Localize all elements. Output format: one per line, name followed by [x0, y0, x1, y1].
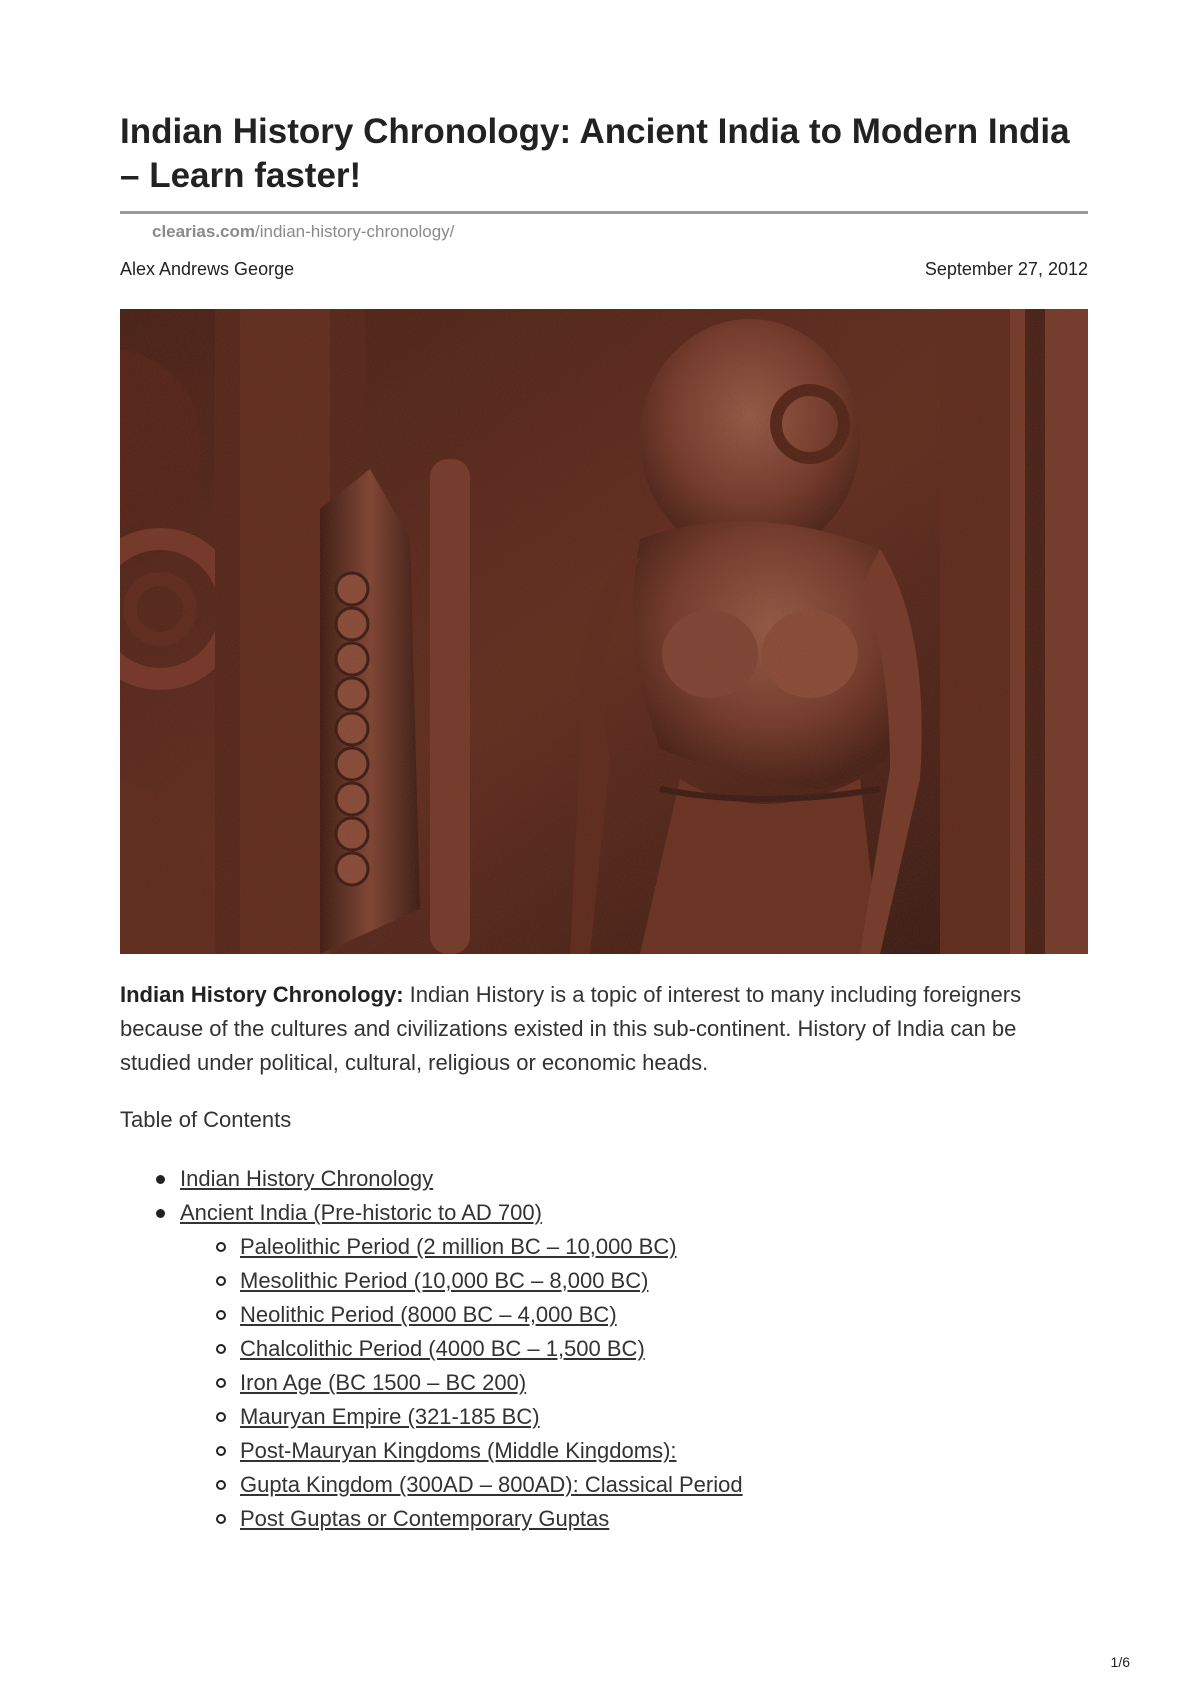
- toc-subitem: [240, 1366, 743, 1400]
- toc-item: [180, 1162, 743, 1196]
- page-number: 1/6: [1110, 1654, 1130, 1670]
- intro-lead: Indian History Chronology:: [120, 982, 404, 1007]
- table-of-contents: [120, 1162, 743, 1536]
- toc-link-neolithic[interactable]: Neolithic Period (8000 BC – 4,000 BC): [240, 1302, 617, 1327]
- toc-link-mauryan-empire[interactable]: Mauryan Empire (321-185 BC): [240, 1404, 540, 1429]
- toc-subitem: [240, 1264, 743, 1298]
- publish-date: September 27, 2012: [924, 259, 1088, 279]
- toc-link-post-mauryan[interactable]: Post-Mauryan Kingdoms (Middle Kingdoms):: [240, 1438, 677, 1463]
- article-title: Indian History Chronology: Ancient India to Modern India – Learn faster!: [120, 112, 1070, 195]
- toc-heading: Table of Contents: [120, 1107, 292, 1132]
- toc-link-ancient-india[interactable]: Ancient India (Pre-historic to AD 700): [180, 1200, 542, 1225]
- toc-subitem: [240, 1400, 743, 1434]
- toc-item: [180, 1196, 743, 1536]
- hero-image: [120, 309, 1088, 954]
- intro-paragraph: [120, 978, 1088, 1080]
- source-domain: clearias.com: [152, 222, 256, 241]
- toc-sublist: [180, 1230, 743, 1536]
- author-name: Alex Andrews George: [120, 259, 295, 279]
- title-divider: [120, 211, 1088, 214]
- stone-sculpture-photo: [120, 309, 1088, 954]
- toc-link-paleolithic[interactable]: Paleolithic Period (2 million BC – 10,000 BC): [240, 1234, 677, 1259]
- byline: [120, 259, 1088, 280]
- toc-subitem: [240, 1230, 743, 1264]
- toc-subitem: [240, 1434, 743, 1468]
- toc-subitem: [240, 1332, 743, 1366]
- toc-link-chalcolithic[interactable]: Chalcolithic Period (4000 BC – 1,500 BC): [240, 1336, 645, 1361]
- source-url[interactable]: [152, 222, 454, 242]
- toc-subitem: [240, 1468, 743, 1502]
- intro-body: Indian History is a topic of interest to many including foreigners because of the cultures and civilizations existed in this sub-continent. History of India can be studied under political, cultural, religious or economic heads.: [120, 982, 1022, 1075]
- source-path: /indian-history-chronology/: [255, 222, 455, 241]
- toc-link-gupta-kingdom[interactable]: Gupta Kingdom (300AD – 800AD): Classical Period: [240, 1472, 743, 1497]
- toc-link-mesolithic[interactable]: Mesolithic Period (10,000 BC – 8,000 BC): [240, 1268, 649, 1293]
- toc-link-post-guptas[interactable]: Post Guptas or Contemporary Guptas: [240, 1506, 610, 1531]
- toc-subitem: [240, 1502, 743, 1536]
- toc-link-indian-history-chronology[interactable]: Indian History Chronology: [180, 1166, 434, 1191]
- toc-link-iron-age[interactable]: Iron Age (BC 1500 – BC 200): [240, 1370, 527, 1395]
- toc-subitem: [240, 1298, 743, 1332]
